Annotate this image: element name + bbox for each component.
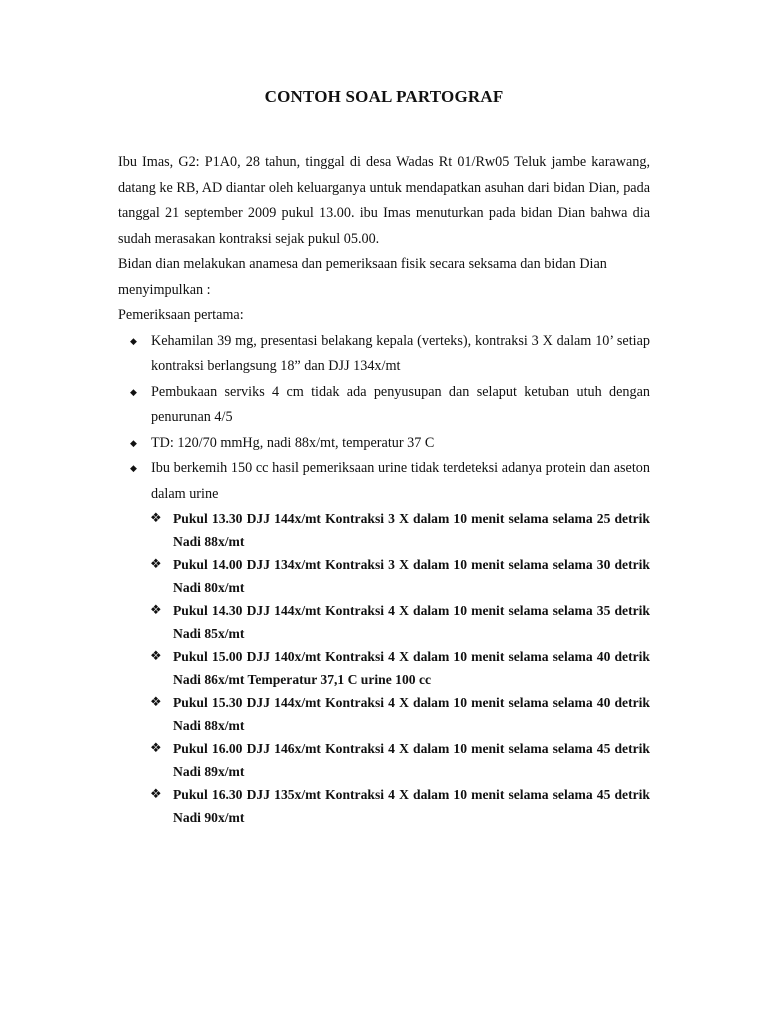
four-diamond-bullet-icon: ❖ [150, 787, 162, 802]
observation-text: Pukul 15.30 DJJ 144x/mt Kontraksi 4 X dalam 10 menit selama selama 40 detrik Nadi 88x/mt [173, 695, 650, 733]
finding-text: Ibu berkemih 150 cc hasil pemeriksaan urine tidak terdeteksi adanya protein dan aseton dalam urine [151, 460, 650, 502]
list-item [150, 737, 650, 783]
document-title: CONTOH SOAL PARTOGRAF [264, 87, 504, 106]
four-diamond-bullet-icon: ❖ [150, 695, 162, 710]
observation-text: Pukul 14.00 DJJ 134x/mt Kontraksi 3 X dalam 10 menit selama selama 30 detrik Nadi 80x/mt [173, 557, 650, 595]
observation-text: Pukul 14.30 DJJ 144x/mt Kontraksi 4 X dalam 10 menit selama selama 35 detrik Nadi 85x/mt [173, 603, 650, 641]
first-exam-heading: Pemeriksaan pertama: [118, 307, 244, 323]
finding-text: TD: 120/70 mmHg, nadi 88x/mt, temperatur 37 C [151, 434, 435, 451]
diamond-bullet-icon: ◆ [130, 386, 137, 397]
diamond-bullet-icon: ◆ [130, 437, 137, 448]
findings-list [118, 329, 650, 830]
four-diamond-bullet-icon: ❖ [150, 649, 162, 664]
list-item [130, 456, 650, 829]
four-diamond-bullet-icon: ❖ [150, 741, 162, 756]
list-item [150, 599, 650, 645]
four-diamond-bullet-icon: ❖ [150, 557, 162, 572]
list-item [150, 783, 650, 829]
four-diamond-bullet-icon: ❖ [150, 511, 162, 526]
observation-text: Pukul 16.00 DJJ 146x/mt Kontraksi 4 X dalam 10 menit selama selama 45 detrik Nadi 89x/mt [173, 741, 650, 779]
list-item [150, 645, 650, 691]
diamond-bullet-icon: ◆ [130, 335, 137, 346]
observations-list [151, 507, 650, 829]
list-item [130, 380, 650, 431]
four-diamond-bullet-icon: ❖ [150, 603, 162, 618]
diamond-bullet-icon: ◆ [130, 463, 137, 473]
observation-text: Pukul 15.00 DJJ 140x/mt Kontraksi 4 X dalam 10 menit selama selama 40 detrik Nadi 86x/mt Temperatur 37,1 C urine 100 cc [173, 649, 650, 687]
list-item [130, 431, 650, 457]
case-intro-paragraph: Ibu Imas, G2: P1A0, 28 tahun, tinggal di desa Wadas Rt 01/Rw05 Teluk jambe karawang, datang ke RB, AD diantar oleh keluarganya untuk mendapatkan asuhan dari bidan Dian, pada tanggal 21 september 2009 pukul 13.00. ibu Imas menuturkan pada bidan Dian bahwa dia sudah merasakan kontraksi sejak pukul 05.00. [118, 154, 650, 247]
list-item [150, 553, 650, 599]
observation-text: Pukul 13.30 DJJ 144x/mt Kontraksi 3 X dalam 10 menit selama selama 25 detrik Nadi 88x/mt [173, 511, 650, 549]
list-item [150, 691, 650, 737]
list-item [130, 329, 650, 380]
list-item [150, 507, 650, 553]
anamnesis-paragraph: Bidan dian melakukan anamesa dan pemeriksaan fisik secara seksama dan bidan Dian menyimpulkan : [118, 256, 607, 298]
finding-text: Kehamilan 39 mg, presentasi belakang kepala (verteks), kontraksi 3 X dalam 10’ setiap kontraksi berlangsung 18” dan DJJ 134x/mt [151, 332, 650, 374]
observation-text: Pukul 16.30 DJJ 135x/mt Kontraksi 4 X dalam 10 menit selama selama 45 detrik Nadi 90x/mt [173, 787, 650, 825]
finding-text: Pembukaan serviks 4 cm tidak ada penyusupan dan selaput ketuban utuh dengan penurunan 4/5 [151, 383, 650, 425]
